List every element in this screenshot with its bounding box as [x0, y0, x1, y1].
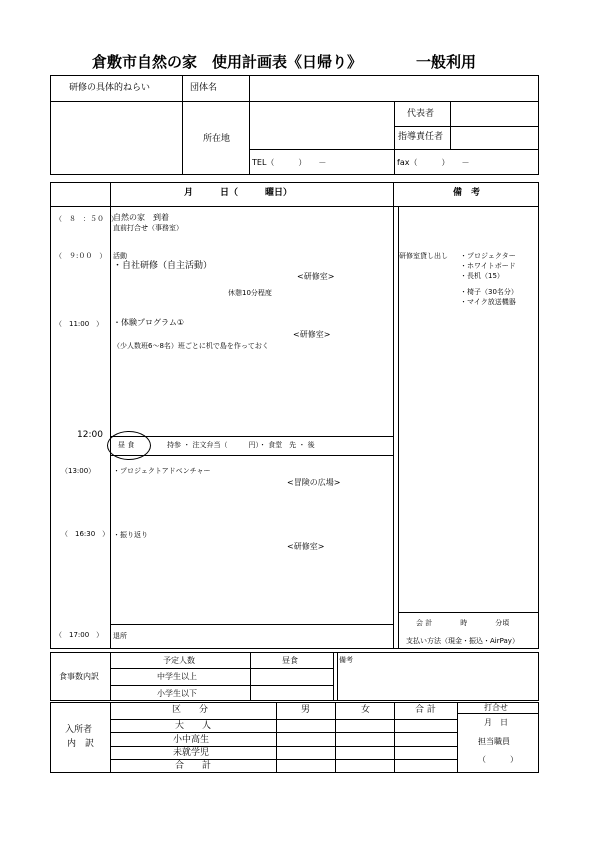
equipment-item: ・椅子（30名分）: [460, 288, 518, 296]
equipment-item: ・ホワイトボード: [460, 262, 516, 270]
remarks-label: 備考: [339, 656, 353, 664]
time-slot: （ 17:00 ）: [55, 631, 104, 639]
meal-row-label: 小学生以下: [157, 689, 197, 698]
equipment-item: ・プロジェクター: [460, 252, 516, 260]
staff-name-field[interactable]: （ ）: [478, 755, 518, 764]
representative-label: 代表者: [407, 109, 435, 119]
time-slot: （ ８ ：５０ ）: [55, 215, 118, 223]
group-name-field[interactable]: [250, 76, 538, 100]
adventure-place-label: <冒険の広場>: [287, 478, 341, 487]
lunch-column-header: 昼食: [282, 656, 298, 665]
lunch-label: 昼 食: [118, 441, 135, 449]
staff-label: 担当職員: [478, 737, 510, 746]
representative-field[interactable]: [451, 102, 538, 125]
category-label: 未就学児: [173, 748, 210, 758]
departure-text: 退所: [113, 632, 127, 640]
male-header: 男: [301, 705, 311, 715]
meals-row-label: 食事数内訳: [59, 672, 99, 681]
lunch-options[interactable]: 持参 ・ 注文弁当（ 円）・ 食堂 先 ・ 後: [167, 441, 315, 449]
address-field[interactable]: [250, 102, 393, 148]
fax-field[interactable]: fax（ ） －: [397, 158, 470, 167]
experience-program-text: ・体験プログラム①: [113, 318, 185, 327]
address-label: 所在地: [203, 134, 231, 144]
usage-type: 一般利用: [416, 53, 477, 71]
room-rental-note: 研修室貸し出し: [399, 252, 448, 260]
accounting-time[interactable]: 会 計 時 分頃: [416, 619, 510, 627]
equipment-item: ・長机（15）: [460, 272, 504, 280]
room-label: <研修室>: [293, 330, 331, 339]
page-title: 倉敷市自然の家 使用計画表《日帰り》: [92, 53, 363, 71]
lunch-count-field[interactable]: [251, 669, 332, 684]
date-header: 月 日（ 曜日）: [184, 188, 293, 198]
time-slot: （ 16:30 ）: [61, 530, 110, 538]
notes-header: 備 考: [453, 188, 481, 198]
room-label: <研修室>: [287, 542, 325, 551]
time-slot-noon: 12:00: [77, 430, 103, 440]
training-aim-field[interactable]: [51, 102, 181, 174]
attendees-row-label: 入所者: [65, 725, 93, 735]
break-note: 休憩10分程度: [228, 289, 272, 297]
attendees-row-label: 内 訳: [67, 739, 95, 749]
time-slot: （13:00）: [61, 467, 96, 475]
payment-method[interactable]: 支払い方法（現金・振込・AirPay）: [406, 637, 519, 645]
meeting-date[interactable]: 月 日: [484, 718, 508, 727]
category-label: 大 人: [175, 721, 212, 731]
project-adventure-text: ・プロジェクトアドベンチャー: [113, 467, 211, 475]
time-slot: （ 11:00 ）: [55, 320, 104, 328]
tel-field[interactable]: TEL（ ） －: [252, 158, 327, 167]
group-name-label: 団体名: [190, 83, 218, 93]
leader-field[interactable]: [451, 127, 538, 148]
experience-detail-text: （少人数班6～8名）班ごとに机で島を作っておく: [113, 342, 269, 350]
time-slot: （ ９:００ ）: [55, 252, 107, 260]
female-header: 女: [361, 705, 371, 715]
self-training-text: ・自社研修（自主活動）: [113, 261, 213, 271]
category-header: 区 分: [172, 705, 209, 715]
meal-row-label: 中学生以上: [157, 672, 197, 681]
meeting-header: 打合せ: [484, 703, 508, 712]
category-label: 小中高生: [173, 735, 210, 745]
equipment-item: ・マイク放送機器: [460, 298, 516, 306]
total-header: 合 計: [415, 705, 436, 715]
activity-label: 活動: [113, 252, 127, 260]
arrival-text: 自然の家 到着: [113, 213, 169, 222]
lunch-count-field[interactable]: [251, 686, 332, 700]
room-label: <研修室>: [297, 272, 335, 281]
leader-label: 指導責任者: [398, 132, 444, 142]
training-aim-label: 研修の具体的ねらい: [69, 83, 151, 93]
planned-count-header: 予定人数: [163, 656, 195, 665]
arrival-meeting-text: 直前打合せ（事務室）: [113, 224, 183, 232]
review-text: ・振り返り: [113, 531, 148, 539]
category-label: 合 計: [175, 761, 212, 771]
